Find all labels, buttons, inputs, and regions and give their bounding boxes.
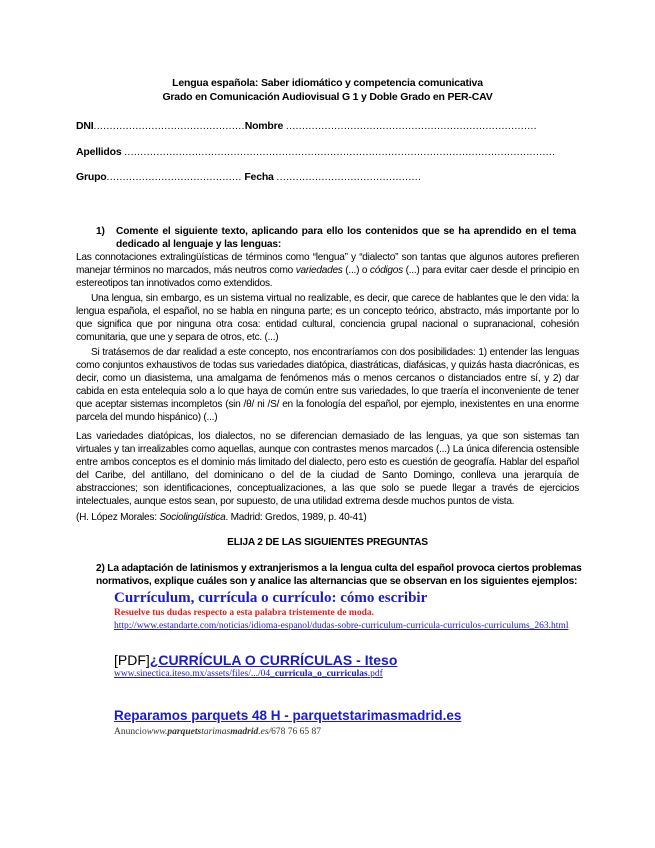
result-1-url[interactable]: http://www.estandarte.com/noticias/idioma-espanol/dudas-sobre-curriculum-curricula-curriculos-curriculums_263.html (114, 621, 569, 631)
degree-title: Grado en Comunicación Audiovisual G 1 y Doble Grado en PER-CAV (162, 91, 493, 103)
citation-author: (H. López Morales: (76, 512, 160, 523)
apellidos-label: Apellidos (76, 146, 122, 158)
text-paragraph-2: Una lengua, sin embargo, es un sistema virtual no realizable, es decir, que carece de hablantes que le den vida: la lengua española, el español, no se habla en ninguna parte; es un concepto teórico, abstracto, más importante por lo que significa que por ninguna otra cosa: entidad cultural, conciencia grupal nacional o supranacional, cohesión comunitaria, que une y separa de otros, etc. (...) (76, 293, 579, 344)
apellidos-line (76, 146, 555, 158)
ad-url-keyword: parquets (167, 727, 202, 737)
paragraph-text: (...) para evitar caer desde el principio en estereotipos tan innotivados como extendidos. (76, 265, 579, 290)
result-2-link[interactable]: ¿CURRÍCULA O CURRÍCULAS - Iteso (149, 652, 398, 668)
ad-url-part: .es/ (258, 727, 272, 737)
term-codigos: códigos (369, 265, 403, 277)
url-keyword: curricula_o_curriculas (274, 669, 368, 679)
paragraph-text: (...) o (342, 265, 370, 277)
result-2-url[interactable] (114, 669, 383, 679)
result-1-snippet: Resuelve tus dudas respecto a esta palabra tristemente de moda. (114, 608, 374, 618)
fecha-field[interactable]: ............................................. (276, 171, 422, 183)
grupo-fecha-line (76, 171, 421, 183)
question-1-number: 1) (96, 226, 105, 237)
term-variedades: variedades (295, 265, 343, 277)
result-3-ad (114, 727, 321, 737)
question-1 (96, 225, 576, 251)
grupo-label: Grupo (76, 171, 107, 183)
question-1-text: Comente el siguiente texto, aplicando para ello los contenidos que se ha aprendido en el tema dedicado al lenguaje y las lenguas: (116, 226, 576, 250)
citation-publisher: . Madrid: Gredos, 1989, p. 40-41) (225, 512, 367, 523)
course-title: Lengua española: Saber idiomático y competencia comunicativa (172, 77, 483, 89)
dni-label: DNI (76, 120, 94, 132)
text-paragraph-3: Si tratásemos de dar realidad a este concepto, nos encontraríamos con dos posibilidades: 1) entender las lenguas como conjuntos exhaustivos de todas sus variedades diatópica, diastráticas, diafásicas, y quizás hasta diacrónicas, es decir, como un diasistema, una amalgama de fenómenos más o menos cercanos o distanciados entre sí, y 2) dar cabida en esta entelequia solo a lo que haya de común entre sus variedades, lo que traería el inconveniente de tener que aceptar sistemas incompletos (sin /θ/ ni /S/ en la fonología del español, por ejemplo, inexistentes en una enorme parcela del mundo hispánico) (...) (76, 347, 579, 424)
text-paragraph-4: Las variedades diatópicas, los dialectos, no se diferencian demasiado de las lenguas, ya que son sistemas tan virtuales y tan irrealizables como aquellas, aunque con contrastes menos marcados (...) La única diferencia ostensible entre ambos conceptos es el dominio más limitado del dialecto, pero esto es cuestión de geografía. Hablar del español del Caribe, del antillano, del dominicano o del de la ciudad de Santo Domingo, conlleva una jerarquía de abstracciones; son identificaciones, conceptualizaciones, a las que solo se puede llegar a través de ejercicios intelectuales, aunque estos sean, por supuesto, de una utilidad extrema desde muchos puntos de vista. (76, 431, 579, 508)
url-part: .pdf (367, 669, 383, 679)
citation-book: Sociolingüística (159, 512, 226, 523)
ad-url-part: tarimas (201, 727, 231, 737)
ad-phone[interactable]: 678 76 65 87 (271, 727, 322, 737)
url-part: www.sinectica.iteso.mx/assets/files/.../04_ (114, 669, 275, 679)
ad-url-part: www. (146, 727, 168, 737)
section-heading: ELIJA 2 DE LAS SIGUIENTES PREGUNTAS (227, 537, 428, 548)
result-3-link[interactable]: Reparamos parquets 48 H - parquetstarimasmadrid.es (114, 708, 462, 723)
apellidos-field[interactable]: ...................................................................................................................................... (124, 146, 556, 158)
dni-nombre-line (76, 120, 537, 132)
grupo-field[interactable]: .......................................... (106, 171, 242, 183)
pdf-tag: [PDF] (114, 652, 150, 668)
citation (76, 511, 579, 524)
ad-url-keyword: madrid (230, 727, 259, 737)
result-1-link[interactable]: Currículum, currícula o currículo: cómo escribir (114, 590, 428, 606)
paragraph-text: Las connotaciones extralingüísticas de términos como “lengua” y “dialecto” son tantas que algunos autores prefieren manejar términos no marcados, más neutros como (76, 252, 579, 277)
ad-label: Anuncio (114, 727, 147, 737)
nombre-field[interactable]: .............................................................................. (285, 120, 537, 132)
fecha-label: Fecha (244, 171, 274, 183)
question-2 (96, 562, 586, 588)
dni-field[interactable]: ............................................... (93, 120, 245, 132)
result-2-title (114, 652, 397, 668)
question-2-text: La adaptación de latinismos y extranjerismos a la lengua culta del español provoca ciertos problemas normativos, explique cuáles son y analice las alternancias que se observan en los siguientes ejemplos: (96, 563, 582, 587)
question-2-number: 2) (96, 563, 105, 574)
nombre-label: Nombre (244, 120, 284, 132)
text-paragraph-1 (76, 251, 579, 290)
